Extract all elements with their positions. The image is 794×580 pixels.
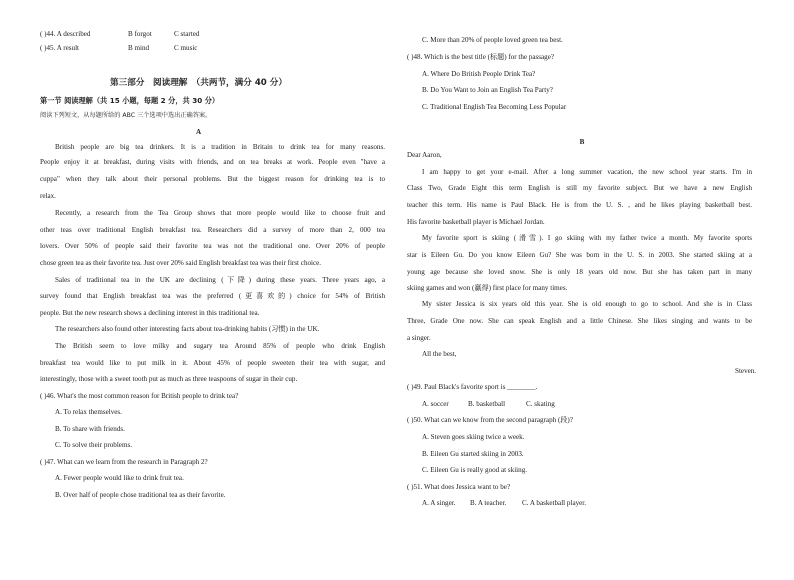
question-51-options xyxy=(422,499,586,508)
question-46-stem: ( )46. What's the most common reason for British people to drink tea? xyxy=(40,392,239,400)
question-46-option-a[interactable]: A. To relax themselves. xyxy=(55,408,122,416)
question-46-option-c[interactable]: C. To solve their problems. xyxy=(55,441,133,449)
passage-a-line: The British seem to love milky and sugary tea Around 85% of people who drink English xyxy=(55,342,385,350)
question-48-stem: ( )48. Which is the best title (标题) for the passage? xyxy=(407,53,555,61)
part3-title: 第三部分 阅读理解 （共两节，满分 40 分） xyxy=(110,78,287,88)
question-50-option-a[interactable]: A. Steven goes skiing twice a week. xyxy=(422,433,525,441)
instructions: 阅读下列短文，从每题所给的 ABC 三个选项中选出正确答案。 xyxy=(40,112,212,119)
letter-closing: All the best, xyxy=(422,350,457,358)
passage-b-line: young age because she loved snow. She is only 18 years old now. But she has taken part in many xyxy=(407,268,752,276)
letter-signature: Steven. xyxy=(735,367,757,375)
passage-b-label: B xyxy=(579,138,585,146)
passage-a-line: Recently, a research from the Tea Group shows that more people would like to choose fruit and xyxy=(55,209,385,217)
passage-a-line: lovers. Over 50% of people said their favorite tea was not the traditional one. Over 20% of people xyxy=(40,242,385,250)
question-49-stem: ( )49. Paul Black's favorite sport is ________. xyxy=(407,383,538,391)
passage-a-line: chose green tea as their favorite tea. Just over 20% said English breakfast tea was their first choice. xyxy=(40,259,322,267)
question-49-options xyxy=(422,400,555,409)
question-50-option-c[interactable]: C. Eileen Gu is really good at skiing. xyxy=(422,466,528,474)
passage-a-line: British people are big tea drinkers. It is a tradition in Britain to drink tea for many reasons. xyxy=(55,143,385,151)
passage-a-line: People enjoy it at breakfast, during visits with friends, and on tea breaks at work. People even "have a xyxy=(40,158,385,166)
question-50-option-b[interactable]: B. Eileen Gu started skiing in 2003. xyxy=(422,450,524,458)
passage-a-line: The researchers also found other interesting facts about tea-drinking habits (习惯) in the UK. xyxy=(55,325,320,333)
question-48-option-b[interactable]: B. Do You Want to Join an English Tea Party? xyxy=(422,86,553,94)
question-44: ( )44. A described B forgot C started xyxy=(40,30,200,38)
question-46-option-b[interactable]: B. To share with friends. xyxy=(55,425,125,433)
passage-b-line: I am happy to get your e-mail. After a long summer vacation, the new school year starts. I'm in xyxy=(422,168,752,176)
passage-b-line: star is Eileen Gu. Do you know Eileen Gu? She was born in the U. S. in 2003. She started skiing at a xyxy=(407,251,752,259)
question-48-option-a[interactable]: A. Where Do British People Drink Tea? xyxy=(422,70,536,78)
passage-a-line: relax. xyxy=(40,192,56,200)
passage-b-line: Three, Grade One now. She can speak English and a little Chinese. She likes singing and wants to be xyxy=(407,317,752,325)
question-48-option-c[interactable]: C. Traditional English Tea Becoming Less Popular xyxy=(422,103,567,111)
question-51-stem: ( )51. What does Jessica want to be? xyxy=(407,483,511,491)
question-49-option-a[interactable]: A. soccer xyxy=(422,400,449,408)
passage-a-line: survey found that English breakfast tea was the preferred (更喜欢的) choice for 54% of British xyxy=(40,292,385,300)
passage-b-line: a singer. xyxy=(407,334,431,342)
question-45: ( )45. A result B mind C music xyxy=(40,44,198,52)
passage-b-line: teacher this term. His name is Paul Black. He is from the U. S. , and he likes playing basketball best. xyxy=(407,201,752,209)
question-47-option-c[interactable]: C. More than 20% of people loved green tea best. xyxy=(422,36,563,44)
passage-b-line: My favorite sport is skiing (滑雪). I go skiing with my father twice a month. My favorite sports xyxy=(422,234,752,242)
letter-greeting: Dear Aaron, xyxy=(407,151,442,159)
question-49-option-c[interactable]: C. skating xyxy=(526,400,555,408)
passage-a-label: A xyxy=(195,128,202,136)
passage-b-line: skiing games and won (赢得) first place for many times. xyxy=(407,284,568,292)
passage-a-line: breakfast tea would like to put milk in it. About 45% of people sweeten their tea with sugar, and xyxy=(40,359,385,367)
question-50-stem: ( )50. What can we know from the second paragraph (段)? xyxy=(407,416,573,424)
passage-b-line: My sister Jessica is six years old this year. She is old enough to go to school. And she is in Class xyxy=(422,300,752,308)
section1-title: 第一节 阅读理解（共 15 小题，每题 2 分，共 30 分） xyxy=(40,96,220,105)
passage-a-line: people. But the new research shows a declining interest in this traditional tea. xyxy=(40,309,260,317)
passage-b-line: His favorite basketball player is Michael Jordan. xyxy=(407,218,545,226)
passage-a-line: Sales of traditional tea in the UK are declining (下降) during these years. Three years ago, a xyxy=(55,276,385,284)
passage-a-line: other teas over traditional English breakfast tea. Researchers did a survey of more than 2, 000 tea xyxy=(40,226,385,234)
question-47-option-a[interactable]: A. Fewer people would like to drink fruit tea. xyxy=(55,474,184,482)
question-49-option-b[interactable]: B. basketball xyxy=(468,400,506,408)
question-47-option-b[interactable]: B. Over half of people chose traditional tea as their favorite. xyxy=(55,491,226,499)
passage-a-line: cuppa" when they talk about their personal problems. But the biggest reason for drinking tea is to xyxy=(40,175,385,183)
question-51-option-c[interactable]: C. A basketball player. xyxy=(522,499,587,507)
question-51-option-b[interactable]: B. A teacher. xyxy=(470,499,507,507)
question-47-stem: ( )47. What can we learn from the research in Paragraph 2? xyxy=(40,458,208,466)
passage-b-line: Class Two, Grade Eight this term English is still my favorite subject. But we have a new English xyxy=(407,184,752,192)
question-51-option-a[interactable]: A. A singer. xyxy=(422,499,456,507)
passage-a-line: interestingly, those with a sweet tooth put as much as three teaspoons of sugar in their cup. xyxy=(40,375,298,383)
